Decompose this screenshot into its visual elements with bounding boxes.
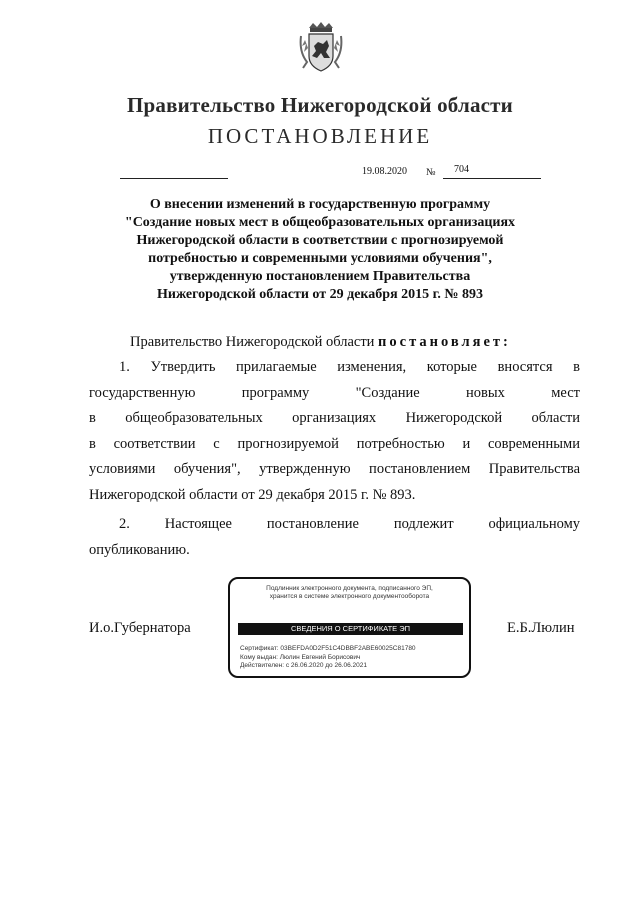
paragraph-line: 2. Настоящее постановление подлежит официальному — [119, 516, 580, 532]
coat-of-arms-icon — [299, 22, 343, 74]
signer-title: И.о.Губернатора — [89, 620, 191, 636]
subject-line: О внесении изменений в государственную программу — [149, 197, 491, 212]
preamble-resolves: постановляет: — [378, 334, 511, 350]
subject-line: потребностью и современными условиями обучения", — [148, 251, 492, 266]
subject-line: утвержденную постановлением Правительства — [169, 269, 471, 284]
preamble — [130, 334, 511, 351]
document-subject — [80, 196, 560, 304]
paragraph-2 — [89, 512, 580, 563]
preamble-text: Правительство Нижегородской области — [130, 334, 375, 350]
paragraph-line: опубликованию. — [89, 541, 190, 558]
signer-name: Е.Б.Люлин — [507, 620, 575, 636]
government-title: Правительство Нижегородской области — [127, 93, 513, 117]
stamp-validity: Действителен: с 26.06.2020 до 26.06.2021 — [240, 662, 368, 669]
stamp-header-bar: СВЕДЕНИЯ О СЕРТИФИКАТЕ ЭП — [238, 623, 463, 635]
stamp-certificate: Сертификат: 03BEFDA0D2F51C4DBBF2ABE60025C81780 — [240, 645, 416, 652]
subject-line: Нижегородской области от 29 декабря 2015 г. № 893 — [157, 287, 483, 302]
paragraph-line: условиями обучения", утвержденную постановлением Правительства — [89, 461, 580, 477]
stamp-note-line: хранится в системе электронного документооборота — [269, 593, 430, 600]
stamp-details — [240, 645, 416, 671]
subject-line: "Создание новых мест в общеобразовательных организациях — [124, 215, 516, 230]
paragraph-line: государственную программу "Создание новых мест — [89, 384, 580, 401]
number-sign: № — [426, 167, 436, 178]
stamp-issued-to: Кому выдан: Люлин Евгений Борисович — [240, 653, 361, 661]
paragraph-line: в соответствии с прогнозируемой потребностью и современными — [89, 435, 580, 452]
digital-signature-stamp — [228, 577, 471, 678]
paragraph-1 — [89, 355, 580, 508]
stamp-note — [230, 585, 469, 601]
blank-line — [120, 178, 228, 179]
paragraph-line: 1. Утвердить прилагаемые изменения, которые вносятся в — [119, 359, 580, 375]
document-number: 704 — [454, 164, 469, 175]
document-date: 19.08.2020 — [362, 166, 407, 177]
stamp-note-line: Подлинник электронного документа, подписанного ЭП, — [266, 585, 433, 592]
document-type: ПОСТАНОВЛЕНИЕ — [207, 124, 433, 148]
subject-line: Нижегородской области в соответствии с прогнозируемой — [136, 233, 504, 248]
paragraph-line: в общеобразовательных организациях Нижегородской области — [89, 410, 580, 426]
paragraph-line: Нижегородской области от 29 декабря 2015 г. № 893. — [89, 486, 416, 503]
number-underline — [443, 178, 541, 179]
